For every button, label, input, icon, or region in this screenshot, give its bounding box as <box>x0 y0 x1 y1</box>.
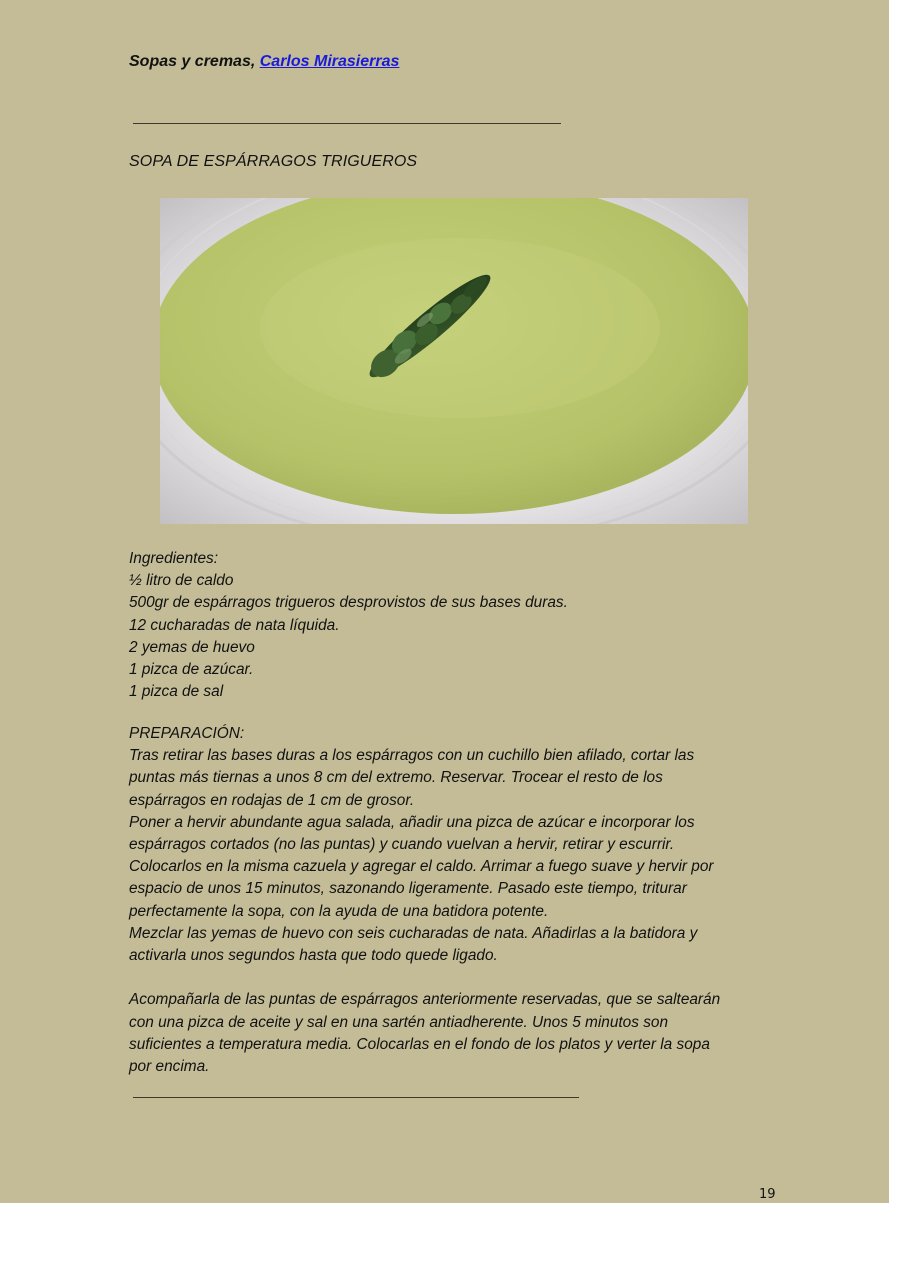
ingredient-item: ½ litro de caldo <box>129 572 234 590</box>
preparation-line: espárragos cortados (no las puntas) y cuando vuelvan a hervir, retirar y escurrir. <box>129 836 675 854</box>
preparation-line: puntas más tiernas a unos 8 cm del extremo. Reservar. Trocear el resto de los <box>129 769 663 787</box>
ingredient-item: 500gr de espárragos trigueros desprovistos de sus bases duras. <box>129 594 568 612</box>
ingredients-section <box>129 548 779 703</box>
running-header <box>129 53 399 71</box>
preparation-line: Mezclar las yemas de huevo con seis cucharadas de nata. Añadirlas a la batidora y <box>129 924 698 942</box>
preparation-line: espacio de unos 15 minutos, sazonando ligeramente. Pasado este tiempo, triturar <box>129 880 687 898</box>
preparation-line: Tras retirar las bases duras a los espárragos con un cuchillo bien afilado, cortar las <box>129 747 695 765</box>
preparation-line: Colocarlos en la misma cazuela y agregar el caldo. Arrimar a fuego suave y hervir por <box>129 858 714 876</box>
ingredient-item: 12 cucharadas de nata líquida. <box>129 616 340 634</box>
soup-photo <box>160 198 748 524</box>
ingredient-item: 1 pizca de azúcar. <box>129 661 254 679</box>
ingredient-item: 1 pizca de sal <box>129 683 224 701</box>
serving-line: por encima. <box>129 1058 210 1076</box>
ingredient-item: 2 yemas de huevo <box>129 638 255 656</box>
book-title: Sopas y cremas, <box>129 53 260 70</box>
preparation-line: espárragos en rodajas de 1 cm de grosor. <box>129 791 415 809</box>
preparation-heading: PREPARACIÓN: <box>129 725 245 742</box>
preparation-line: activarla unos segundos hasta que todo quede ligado. <box>129 947 498 965</box>
recipe-title: SOPA DE ESPÁRRAGOS TRIGUEROS <box>129 153 418 170</box>
preparation-line: Poner a hervir abundante agua salada, añadir una pizca de azúcar e incorporar los <box>129 813 695 831</box>
serving-line: suficientes a temperatura media. Colocarlas en el fondo de los platos y verter la sopa <box>129 1035 710 1053</box>
ingredients-heading: Ingredientes: <box>129 550 218 567</box>
serving-line: con una pizca de aceite y sal en una sartén antiadherente. Unos 5 minutos son <box>129 1013 669 1031</box>
page-number: 19 <box>759 1187 776 1202</box>
serving-line: Acompañarla de las puntas de espárragos anteriormente reservadas, que se saltearán <box>129 991 721 1009</box>
paragraph-gap <box>129 967 779 989</box>
author-link[interactable]: Carlos Mirasierras <box>259 53 400 70</box>
preparation-line: perfectamente la sopa, con la ayuda de una batidora potente. <box>129 902 549 920</box>
bottom-divider <box>133 1097 579 1098</box>
top-divider <box>133 123 561 124</box>
preparation-section <box>129 723 779 1078</box>
